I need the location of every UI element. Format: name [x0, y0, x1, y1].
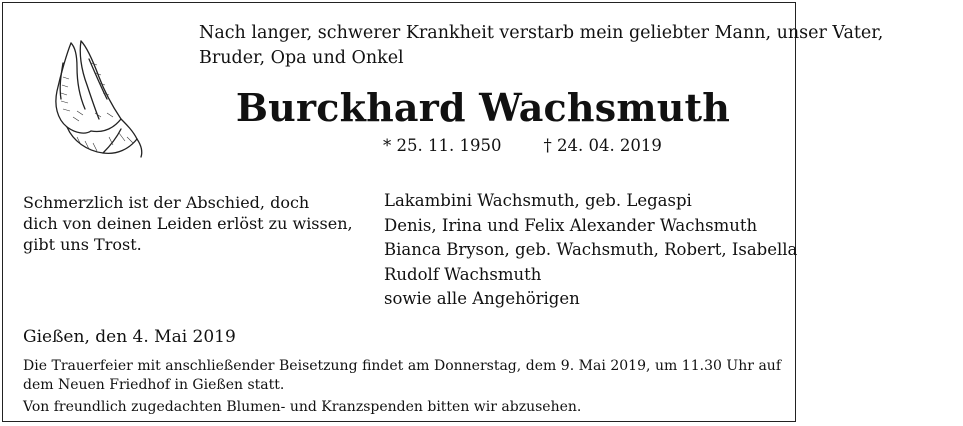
birth-date: * 25. 11. 1950	[383, 136, 502, 155]
mourner-line: Bianca Bryson, geb. Wachsmuth, Robert, Isabella	[384, 240, 798, 259]
mourner-line: Lakambini Wachsmuth, geb. Legaspi	[384, 191, 692, 210]
intro-line: Nach langer, schwerer Krankheit verstarb mein geliebter Mann, unser Vater,	[199, 23, 884, 43]
funeral-notice-block	[23, 357, 781, 417]
deceased-name: Burckhard Wachsmuth	[235, 85, 731, 130]
intro-line: Bruder, Opa und Onkel	[199, 48, 404, 68]
obituary-frame	[2, 2, 884, 422]
quote-line: gibt uns Trost.	[23, 235, 142, 254]
life-dates	[383, 136, 662, 155]
intro-text	[199, 21, 884, 71]
quote-line: dich von deinen Leiden erlöst zu wissen,	[23, 214, 353, 233]
condolence-quote	[23, 192, 353, 255]
death-date: † 24. 04. 2019	[543, 136, 662, 155]
mourner-line: sowie alle Angehörigen	[384, 289, 580, 308]
funeral-notice: Die Trauerfeier mit anschließender Beisetzung findet am Donnerstag, dem 9. Mai 2019, um 11.30 Uhr auf dem Neuen Friedhof in Gießen statt.	[23, 358, 781, 393]
place-and-date: Gießen, den 4. Mai 2019	[23, 327, 236, 347]
flowers-notice: Von freundlich zugedachten Blumen- und Kranzspenden bitten wir abzusehen.	[23, 399, 582, 415]
mourners-list	[384, 189, 798, 312]
mourner-line: Denis, Irina und Felix Alexander Wachsmuth	[384, 215, 758, 235]
quote-line: Schmerzlich ist der Abschied, doch	[23, 193, 310, 212]
mourner-line: Rudolf Wachsmuth	[384, 264, 542, 284]
